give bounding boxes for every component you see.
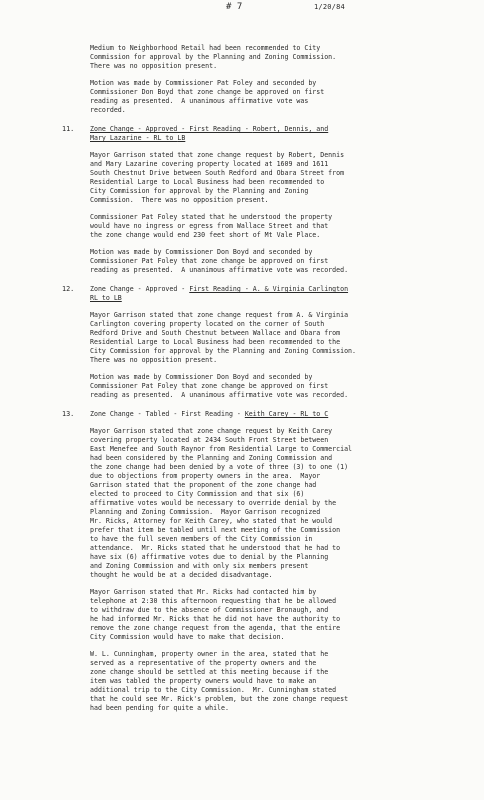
item-heading [62, 410, 474, 419]
minutes-body [62, 44, 474, 721]
intro-motion-paragraph: Motion was made by Commissioner Pat Foley and seconded by Commissioner Don Boyd that zone change be approved on first reading as presented. A unanimous affirmative vote was recorded. [90, 79, 325, 114]
item-title: Zone Change - Approved - First Reading - A. & Virginia Carlington RL to LB [90, 285, 349, 302]
item-number: 11. [62, 125, 75, 133]
page-header [0, 2, 484, 16]
item-title: Zone Change - Tabled - First Reading - Keith Carey - RL to C [90, 410, 329, 418]
item-title: Zone Change - Approved - First Reading - Robert, Dennis, and Mary Lazarine - RL to LB [90, 125, 329, 142]
item-paragraph: Mayor Garrison stated that zone change request from A. & Virginia Carlington covering property located on the corner of South Redford Drive and South Chestnut between Wallace and Obara from Residential Large to Local Business had been recommended to the City Commission for approval by the Planning and Zoning Commission. There was no opposition present. [90, 311, 356, 364]
intro-paragraph: Medium to Neighborhood Retail had been recommended to City Commission for approval by the Planning and Zoning Commission. There was no opposition present. [90, 44, 337, 70]
item-paragraph: Mayor Garrison stated that Mr. Ricks had contacted him by telephone at 2:30 this afternoon requesting that he be allowed to withdraw due to the absence of Commissioner Bronaugh, and he had informed Mr. Ricks that he did not have the authority to remove the zone change request from the agenda, that the entire City Commission would have to make that decision. [90, 588, 341, 641]
item-paragraph: Mayor Garrison stated that zone change request by Keith Carey covering property located at 2434 South Front Street between East Menefee and South Raynor from Residential Large to Commercial had been considered by the Planning and Zoning Commission and the zone change had been denied by a vote of three (3) to one (1) due to objections from property owners in the area. Mayor Garrison stated that the proponent of the zone change had elected to proceed to City Commission and that six (6) affirmative votes would be necessary to override denial by the Planning and Zoning Commission. Mayor Garrison recognized Mr. Ricks, Attorney for Keith Carey, who stated that he would prefer that item be tabled until next meeting of the Commission to have the full seven members of the City Commission in attendance. Mr. Ricks stated that he understood that he had to have six (6) affirmative votes due to denial by the Planning and Zoning Commission and with only six members present thought he would be at a decided disadvantage. [90, 427, 353, 579]
item-paragraph: Motion was made by Commissioner Don Boyd and seconded by Commissioner Pat Foley that zone change be approved on first reading as presented. A unanimous affirmative vote was recorded. [90, 373, 349, 399]
item-paragraph: Motion was made by Commissioner Don Boyd and seconded by Commissioner Pat Foley that zone change be approved on first reading as presented. A unanimous affirmative vote was recorded. [90, 248, 349, 274]
item-number: 13. [62, 410, 75, 418]
page-number: # 7 [226, 2, 243, 12]
item-paragraph: W. L. Cunningham, property owner in the area, stated that he served as a representative of the property owners and the zone change should be settled at this meeting because if the item was tabled the property owners would have to make an additional trip to the City Commission. Mr. Cunningham stated that he could see Mr. Rick's problem, but the zone change request had been pending for quite a while. [90, 650, 349, 712]
item-paragraph: Commissioner Pat Foley stated that he understood the property would have no ingress or egress from Wallace Street and that the zone change would end 230 feet short of Mt Vale Place. [90, 213, 333, 239]
item-number: 12. [62, 285, 75, 293]
item-heading [62, 285, 474, 303]
item-heading [62, 125, 474, 143]
item-paragraph: Mayor Garrison stated that zone change request by Robert, Dennis and Mary Lazarine covering property located at 1609 and 1611 South Chestnut Drive between South Redford and Obara Street from Residential Large to Local Business had been recommended to City Commission for approval by the Planning and Zoning Commission. There was no opposition present. [90, 151, 345, 204]
page-date: 1/20/84 [314, 3, 345, 11]
